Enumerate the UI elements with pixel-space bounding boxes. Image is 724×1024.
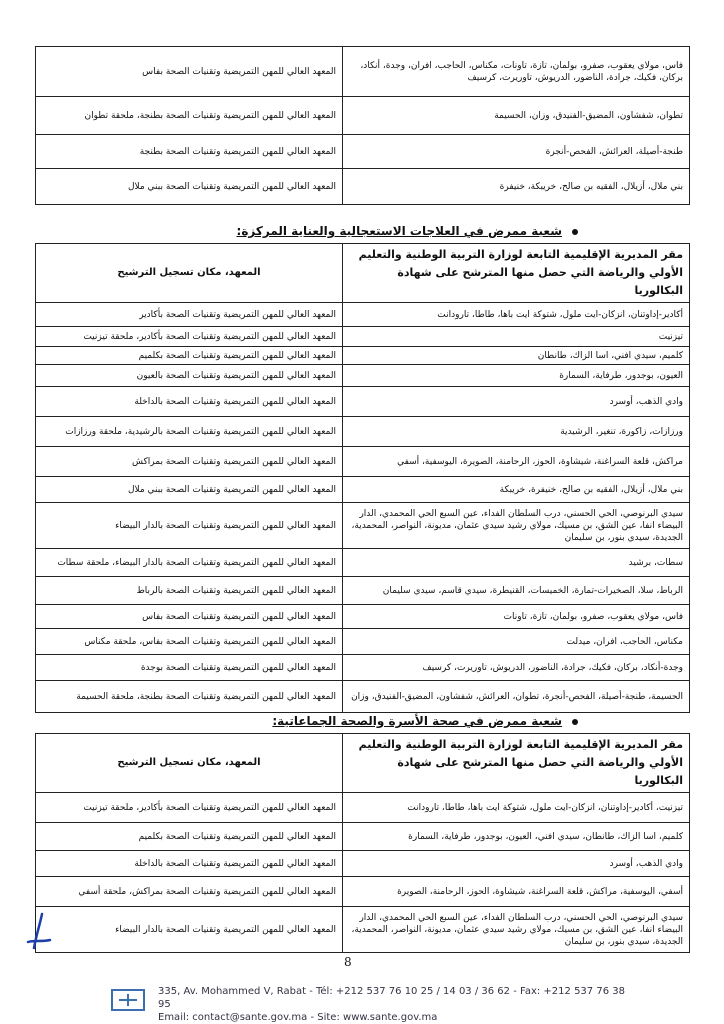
cell-institute: المعهد العالي للمهن التمريضية وتقنيات الصحة بمراكش — [36, 447, 343, 477]
cell-directorates: سيدي البرنوصي، الحي الحسني، درب السلطان الفداء، عين السبع الحي المحمدي، الدار البيضاء انفا، عين الشق، بن مسيك، مولاي رشيد سيدي عثمان، مديونة، النواصر، المحمدية، الجديدة، سيدي بنور، بن سليمان — [343, 503, 690, 549]
cell-institute: المعهد العالي للمهن التمريضية وتقنيات الصحة بفاس — [36, 47, 343, 97]
table-row — [36, 303, 690, 327]
cell-institute: المعهد العالي للمهن التمريضية وتقنيات الصحة بالدار البيضاء، ملحقة سطات — [36, 549, 343, 577]
cell-institute: المعهد العالي للمهن التمريضية وتقنيات الصحة بالداخلة — [36, 387, 343, 417]
cell-institute: المعهد العالي للمهن التمريضية وتقنيات الصحة بالدار البيضاء — [36, 907, 343, 953]
table-row — [36, 365, 690, 387]
cell-directorates: مراكش، قلعة السراغنة، شيشاوة، الحوز، الرحامنة، الصويرة، اليوسفية، أسفي — [343, 447, 690, 477]
section-title-family-health: شعبة ممرض في صحة الأسرة والصحة الجماعاتية: — [272, 714, 578, 728]
header-institute: المعهد، مكان تسجيل الترشيح — [36, 734, 343, 793]
top-table — [35, 46, 690, 205]
emergency-table — [35, 243, 690, 713]
table-row — [36, 387, 690, 417]
cell-institute: المعهد العالي للمهن التمريضية وتقنيات الصحة بأكادير، ملحقة تيزنيت — [36, 327, 343, 347]
cell-directorates: كلميم، اسا الزاك، طانطان، سيدي افني، العيون، بوجدور، طرفاية، السمارة — [343, 823, 690, 851]
table-row — [36, 793, 690, 823]
cell-institute: المعهد العالي للمهن التمريضية وتقنيات الصحة بالداخلة — [36, 851, 343, 877]
header-directorate: مقر المديرية الإقليمية التابعة لوزارة التربية الوطنية والتعليم الأولي والرياضة التي حصل منها المترشح على شهادة البكالوريا — [343, 734, 690, 793]
table-row — [36, 605, 690, 629]
ministry-logo-icon — [110, 987, 146, 1013]
cell-institute: المعهد العالي للمهن التمريضية وتقنيات الصحة بوجدة — [36, 655, 343, 681]
cell-institute: المعهد العالي للمهن التمريضية وتقنيات الصحة ببني ملال — [36, 169, 343, 205]
cell-directorates: سيدي البرنوصي، الحي الحسني، درب السلطان الفداء، عين السبع الحي المحمدي، الدار البيضاء انفا، عين الشق، بن مسيك، مولاي رشيد سيدي عثمان، مديونة، النواصر، المحمدية، الجديدة، سيدي بنور، بن سليمان — [343, 907, 690, 953]
cell-institute: المعهد العالي للمهن التمريضية وتقنيات الصحة بطنجة، ملحقة تطوان — [36, 97, 343, 135]
cell-directorates: الحسيمة، طنجة-أصيلة، الفحص-أنجرة، تطوان، العرائش، شفشاون، المضيق-الفنيدق، وزان — [343, 681, 690, 713]
table-row — [36, 577, 690, 605]
table-row — [36, 549, 690, 577]
cell-institute: المعهد العالي للمهن التمريضية وتقنيات الصحة بالدار البيضاء — [36, 503, 343, 549]
header-directorate: مقر المديرية الإقليمية التابعة لوزارة التربية الوطنية والتعليم الأولي والرياضة التي حصل منها المترشح على شهادة البكالوريا — [343, 244, 690, 303]
bullet-icon — [572, 719, 578, 725]
cell-directorates: فاس، مولاي يعقوب، صفرو، بولمان، تازة، تاونات — [343, 605, 690, 629]
table-row — [36, 169, 690, 205]
cell-institute: المعهد العالي للمهن التمريضية وتقنيات الصحة ببني ملال — [36, 477, 343, 503]
page-number: 8 — [344, 955, 352, 969]
table-row — [36, 823, 690, 851]
cell-institute: المعهد العالي للمهن التمريضية وتقنيات الصحة بأكادير، ملحقة تيزنيت — [36, 793, 343, 823]
cell-institute: المعهد العالي للمهن التمريضية وتقنيات الصحة بطنجة، ملحقة الحسيمة — [36, 681, 343, 713]
cell-directorates: بني ملال، أزيلال، الفقيه بن صالح، خريبكة، خنيفرة — [343, 169, 690, 205]
table-row — [36, 503, 690, 549]
cell-institute: المعهد العالي للمهن التمريضية وتقنيات الصحة بمراكش، ملحقة أسفي — [36, 877, 343, 907]
cell-institute: المعهد العالي للمهن التمريضية وتقنيات الصحة بفاس، ملحقة مكناس — [36, 629, 343, 655]
cell-directorates: وجدة-أنكاد، بركان، فكيك، جرادة، الناضور، الدريوش، تاوريرت، كرسيف — [343, 655, 690, 681]
table-row — [36, 417, 690, 447]
footer-contact: Email: contact@sante.gov.ma - Site: www.sante.gov.ma — [158, 1012, 438, 1023]
bullet-icon — [572, 229, 578, 235]
cell-directorates: وادي الذهب، أوسرد — [343, 387, 690, 417]
signature-mark — [24, 912, 64, 956]
cell-directorates: أكادير-إداوتنان، انزكان-ايت ملول، شتوكة ايت باها، طاطا، تارودانت — [343, 303, 690, 327]
table-row — [36, 877, 690, 907]
cell-institute: المعهد العالي للمهن التمريضية وتقنيات الصحة بكلميم — [36, 347, 343, 365]
header-institute: المعهد، مكان تسجيل الترشيح — [36, 244, 343, 303]
cell-directorates: تيزنيت — [343, 327, 690, 347]
table-row — [36, 327, 690, 347]
cell-directorates: تطوان، شفشاون، المضيق-الفنيدق، وزان، الحسيمة — [343, 97, 690, 135]
cell-institute: المعهد العالي للمهن التمريضية وتقنيات الصحة بالرشيدية، ملحقة ورزازات — [36, 417, 343, 447]
table-row — [36, 681, 690, 713]
cell-institute: المعهد العالي للمهن التمريضية وتقنيات الصحة بأكادير — [36, 303, 343, 327]
cell-institute: المعهد العالي للمهن التمريضية وتقنيات الصحة بكلميم — [36, 823, 343, 851]
table-row — [36, 477, 690, 503]
table-row — [36, 47, 690, 97]
table-row — [36, 629, 690, 655]
cell-directorates: وادي الذهب، أوسرد — [343, 851, 690, 877]
cell-directorates: مكناس، الحاجب، افران، ميدلت — [343, 629, 690, 655]
table-row — [36, 347, 690, 365]
cell-directorates: فاس، مولاي يعقوب، صفرو، بولمان، تازة، تاونات، مكناس، الحاجب، افران، وجدة، أنكاد، بركان، فكيك، جرادة، الناضور، الدريوش، تاوريرت، كرسيف — [343, 47, 690, 97]
cell-directorates: كلميم، سيدي افني، اسا الزاك، طانطان — [343, 347, 690, 365]
table-row — [36, 655, 690, 681]
cell-directorates: العيون، بوجدور، طرفاية، السمارة — [343, 365, 690, 387]
cell-institute: المعهد العالي للمهن التمريضية وتقنيات الصحة بطنجة — [36, 135, 343, 169]
table-row — [36, 97, 690, 135]
cell-directorates: الرباط، سلا، الصخيرات-تمارة، الخميسات، القنيطرة، سيدي قاسم، سيدي سليمان — [343, 577, 690, 605]
cell-directorates: تيزنيت، أكادير-إداوتنان، انزكان-ايت ملول، شتوكة ايت باها، طاطا، تارودانت — [343, 793, 690, 823]
cell-directorates: بني ملال، أزيلال، الفقيه بن صالح، خنيفرة، خريبكة — [343, 477, 690, 503]
table-row — [36, 851, 690, 877]
section-title-emergency: شعبة ممرض في العلاجات الاستعجالية والعناية المركزة: — [237, 224, 578, 238]
table-row — [36, 907, 690, 953]
cell-directorates: أسفي، اليوسفية، مراكش، قلعة السراغنة، شيشاوة، الحوز، الرحامنة، الصويرة — [343, 877, 690, 907]
family-health-table — [35, 733, 690, 953]
cell-institute: المعهد العالي للمهن التمريضية وتقنيات الصحة بالعيون — [36, 365, 343, 387]
cell-directorates: طنجة-أصيلة، العرائش، الفحص-أنجرة — [343, 135, 690, 169]
cell-directorates: سطات، برشيد — [343, 549, 690, 577]
table-row — [36, 447, 690, 477]
cell-directorates: ورزازات، زاكورة، تنغير، الرشيدية — [343, 417, 690, 447]
cell-institute: المعهد العالي للمهن التمريضية وتقنيات الصحة بالرباط — [36, 577, 343, 605]
table-row — [36, 135, 690, 169]
cell-institute: المعهد العالي للمهن التمريضية وتقنيات الصحة بفاس — [36, 605, 343, 629]
footer-address: 335, Av. Mohammed V, Rabat - Tél: +212 537 76 10 25 / 14 03 / 36 62 - Fax: +212 537 76 38 95 — [158, 986, 625, 1010]
